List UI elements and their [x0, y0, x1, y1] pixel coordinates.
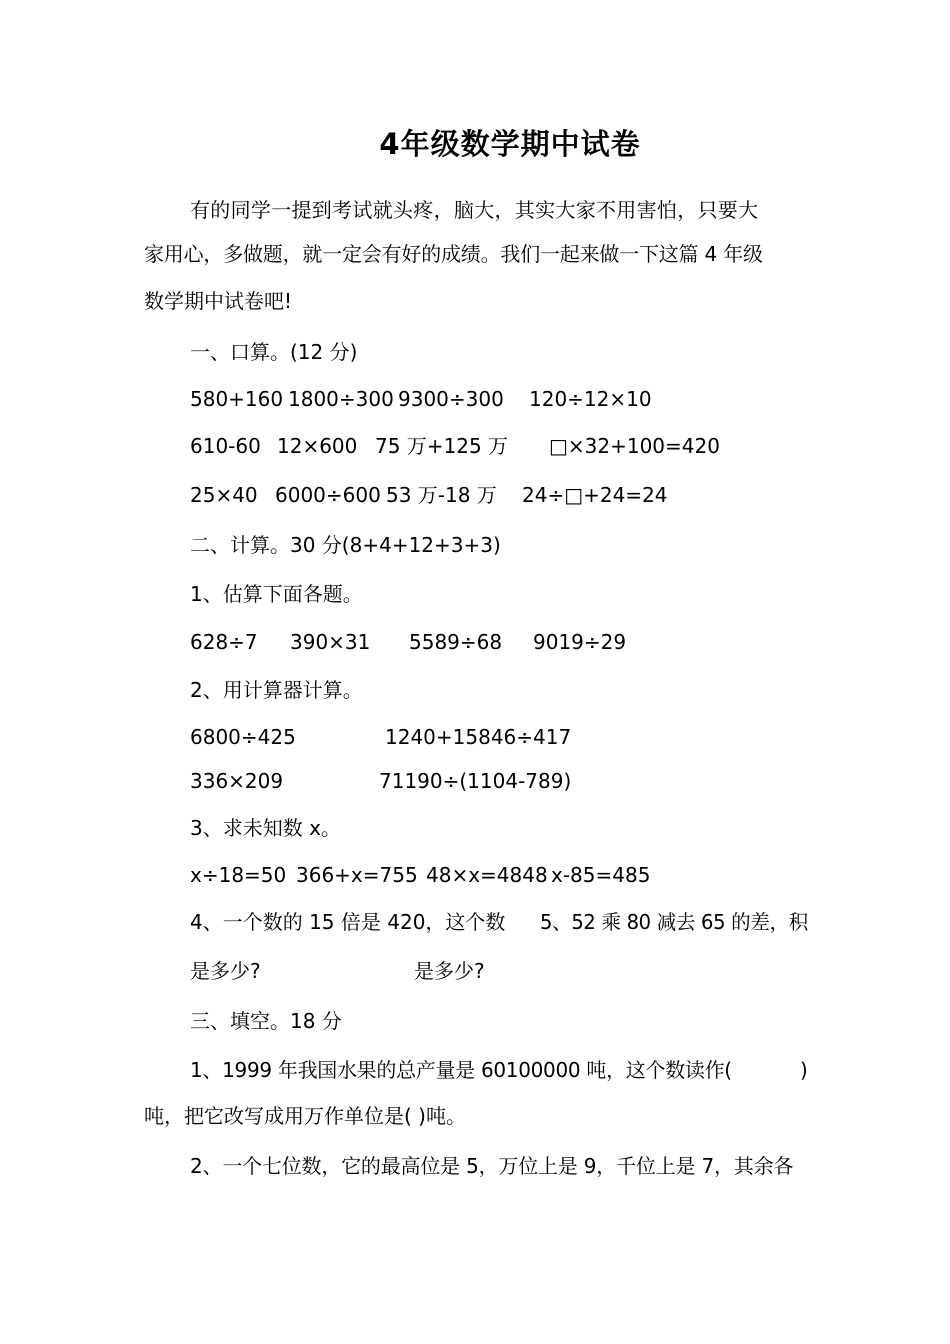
mental-calc-item: 9300÷300	[398, 387, 504, 411]
section3-q1-line2: 吨，把它改写成用万作单位是( )吨。	[144, 1104, 466, 1128]
section2-q1-label: 1、估算下面各题。	[190, 582, 363, 606]
calculator-item: 336×209	[190, 769, 284, 793]
equation-item: x-85=485	[551, 863, 651, 887]
section3-q1-line1: 1、1999 年我国水果的总产量是 60100000 吨，这个数读作(	[190, 1058, 732, 1082]
section2-q4-line1: 4、一个数的 15 倍是 420，这个数	[190, 910, 506, 934]
section3-q2-line1: 2、一个七位数，它的最高位是 5，万位上是 9，千位上是 7，其余各	[190, 1154, 794, 1178]
mental-calc-item: 24÷□+24=24	[522, 483, 668, 507]
document-title: 4年级数学期中试卷	[379, 127, 641, 161]
mental-calc-item: 25×40	[190, 483, 258, 507]
equation-item: 48×x=4848	[426, 863, 548, 887]
equation-item: x÷18=50	[190, 863, 287, 887]
calculator-item: 1240+15846÷417	[385, 725, 572, 749]
intro-line-2: 家用心，多做题，就一定会有好的成绩。我们一起来做一下这篇 4 年级	[144, 242, 763, 266]
section2-heading: 二、计算。30 分(8+4+12+3+3)	[190, 533, 501, 557]
section2-q5-line2: 是多少?	[414, 959, 485, 983]
section2-q5-line1: 5、52 乘 80 减去 65 的差，积	[540, 910, 809, 934]
section2-q2-label: 2、用计算器计算。	[190, 678, 363, 702]
estimate-item: 5589÷68	[409, 630, 503, 654]
estimate-item: 9019÷29	[533, 630, 627, 654]
mental-calc-item: 610-60	[190, 434, 261, 458]
mental-calc-item: □×32+100=420	[549, 434, 720, 458]
section3-heading: 三、填空。18 分	[190, 1009, 342, 1033]
mental-calc-item: 580+160	[190, 387, 284, 411]
mental-calc-item: 75 万+125 万	[375, 434, 509, 458]
estimate-item: 628÷7	[190, 630, 258, 654]
section1-heading: 一、口算。(12 分)	[190, 340, 358, 364]
mental-calc-item: 120÷12×10	[529, 387, 652, 411]
calculator-item: 6800÷425	[190, 725, 296, 749]
section2-q3-label: 3、求未知数 x。	[190, 816, 341, 840]
section3-q1-close-paren: )	[800, 1058, 808, 1082]
intro-line-3: 数学期中试卷吧!	[144, 289, 293, 313]
mental-calc-item: 53 万-18 万	[386, 483, 497, 507]
mental-calc-item: 1800÷300	[288, 387, 394, 411]
calculator-item: 71190÷(1104-789)	[379, 769, 572, 793]
estimate-item: 390×31	[290, 630, 371, 654]
intro-line-1: 有的同学一提到考试就头疼，脑大，其实大家不用害怕，只要大	[190, 198, 759, 222]
mental-calc-item: 6000÷600	[275, 483, 381, 507]
equation-item: 366+x=755	[296, 863, 418, 887]
section2-q4-line2: 是多少?	[190, 959, 261, 983]
mental-calc-item: 12×600	[277, 434, 358, 458]
